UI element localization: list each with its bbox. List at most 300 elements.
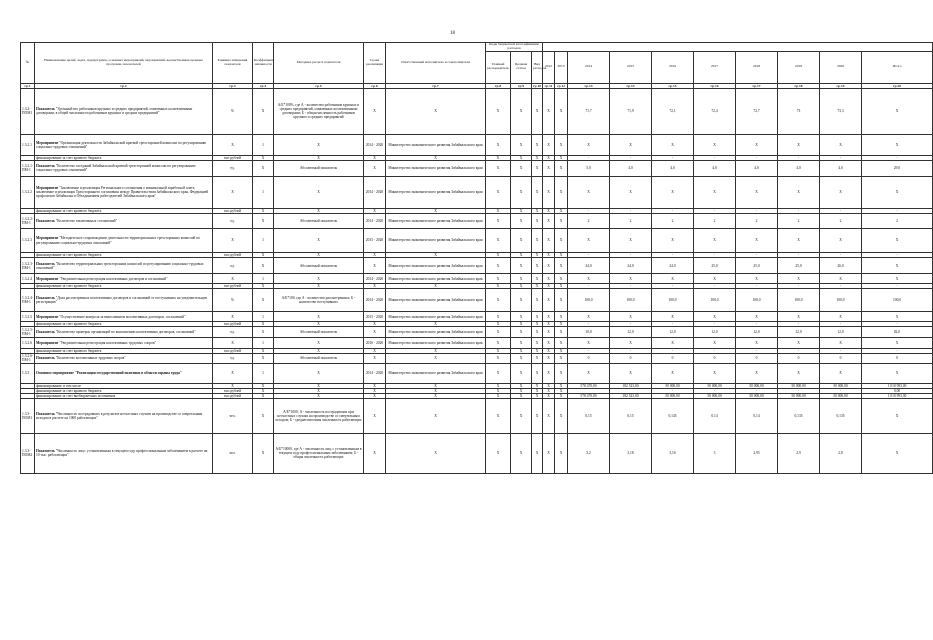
row-value-2014: X — [568, 363, 610, 383]
row-method: X — [274, 312, 364, 322]
row-number: 1.3.3 — [21, 363, 35, 383]
table-row — [21, 214, 933, 229]
row-coefficient: 1 — [253, 338, 274, 349]
row-method: X — [274, 134, 364, 155]
row-executor: Министерство экономического развития Забайкальского края — [386, 338, 486, 349]
row-value-2013: X — [555, 229, 568, 253]
row-value-2017: 50 000,00 — [694, 383, 736, 388]
row-value-2014: X — [568, 312, 610, 322]
row-code-article: X — [511, 338, 532, 349]
row-coefficient: X — [253, 208, 274, 213]
row-method: X — [274, 363, 364, 383]
row-value-2014: - — [568, 155, 610, 160]
row-code-type: X — [532, 214, 543, 229]
row-value-2012: X — [543, 363, 555, 383]
row-name: Показатель "Количество территориальных трехсторонних комиссий по регулированию социально-трудовых отношений" — [35, 258, 213, 274]
row-value-2017: 50 000,00 — [694, 393, 736, 398]
row-code-article: X — [511, 322, 532, 327]
row-number: 1.3.2.3 — [21, 229, 35, 253]
row-value-2013: X — [555, 88, 568, 134]
row-code-type: X — [532, 398, 543, 433]
row-unit: тыс.рублей — [213, 349, 253, 354]
row-value-2016: X — [652, 274, 694, 284]
row-coefficient: 1 — [253, 312, 274, 322]
row-value-2018: 12,0 — [736, 327, 778, 338]
column-number: гр.11 — [543, 83, 555, 88]
row-value-total: 1 010 993,00 — [862, 383, 933, 388]
row-coefficient: X — [253, 383, 274, 388]
row-value-2014: 0,15 — [568, 398, 610, 433]
row-number: 1.3.2.2 — [21, 176, 35, 208]
row-value-2015: 3,18 — [610, 433, 652, 473]
row-unit: тыс.рублей — [213, 208, 253, 213]
row-term: 2015 - 2020 — [364, 312, 386, 322]
row-method: X — [274, 349, 364, 354]
row-value-2017: 0 — [694, 354, 736, 363]
row-value-2013: X — [555, 289, 568, 312]
row-value-2018: X — [736, 338, 778, 349]
column-number: гр.3 — [213, 83, 253, 88]
row-value-2019: 50 000,00 — [778, 393, 820, 398]
row-name: финансирование за счет краевого бюджета — [35, 388, 213, 393]
row-name: Мероприятие "Уведомительная регистрация коллективных договоров и соглашений" — [35, 274, 213, 284]
row-name: Мероприятие "Методическое сопровождение деятельности территориальных трехсторонних комиссий по регулированию социально-трудовых отношений" — [35, 229, 213, 253]
row-value-2012: X — [543, 327, 555, 338]
row-value-2017: X — [694, 274, 736, 284]
row-code-type: X — [532, 208, 543, 213]
row-unit: тыс.рублей — [213, 388, 253, 393]
row-code-type: X — [532, 160, 543, 176]
row-value-2012: X — [543, 338, 555, 349]
row-value-2017: - — [694, 322, 736, 327]
row-code-grbs: X — [486, 383, 511, 388]
row-value-2018: 50 000,00 — [736, 383, 778, 388]
table-row — [21, 433, 933, 473]
table-row — [21, 229, 933, 253]
row-value-2019: - — [778, 349, 820, 354]
row-value-2014: X — [568, 134, 610, 155]
row-code-grbs: X — [486, 388, 511, 393]
row-value-total: - — [862, 155, 933, 160]
row-code-grbs: X — [486, 134, 511, 155]
row-value-2015: - — [610, 322, 652, 327]
row-code-article: X — [511, 383, 532, 388]
row-name: Мероприятие "Уведомительная регистрация коллективных трудовых споров" — [35, 338, 213, 349]
row-name: финансирование за счет краевого бюджета — [35, 208, 213, 213]
column-number: гр.14 — [610, 83, 652, 88]
row-value-2018: 4,0 — [736, 160, 778, 176]
row-value-2013: X — [555, 327, 568, 338]
row-value-2016: X — [652, 229, 694, 253]
row-value-2015: - — [610, 284, 652, 289]
row-code-type: X — [532, 322, 543, 327]
row-value-total: X — [862, 176, 933, 208]
row-value-2019: - — [778, 284, 820, 289]
row-value-2019: X — [778, 176, 820, 208]
row-code-article: X — [511, 274, 532, 284]
row-term: 2016 - 2020 — [364, 338, 386, 349]
row-executor: Министерство экономического развития Забайкальского края — [386, 176, 486, 208]
row-value-2013: X — [555, 214, 568, 229]
row-value-2012: X — [543, 274, 555, 284]
header-year: 2014 — [568, 51, 610, 83]
row-value-total: 100,0 — [862, 289, 933, 312]
row-value-2016: X — [652, 338, 694, 349]
row-number: 1.3.2.6-ПМ-1 — [22, 354, 34, 363]
row-method: X — [274, 229, 364, 253]
row-term: X — [364, 88, 386, 134]
row-value-2016: 50 000,00 — [652, 393, 694, 398]
row-name: Показатель "Количество проверок организаций по выполнению коллективных договоров, соглашений" — [35, 327, 213, 338]
row-term: X — [364, 160, 386, 176]
row-value-total: - — [862, 208, 933, 213]
row-value-2015: 24,0 — [610, 258, 652, 274]
row-name: финансирование за счет краевого бюджета — [35, 253, 213, 258]
row-value-2020: 12,0 — [820, 327, 862, 338]
row-unit: X — [213, 229, 253, 253]
row-coefficient: X — [253, 289, 274, 312]
row-term: X — [364, 433, 386, 473]
row-value-2013: X — [555, 393, 568, 398]
column-number: гр.8 — [486, 83, 511, 88]
row-code-grbs: X — [486, 208, 511, 213]
row-value-2017: - — [694, 388, 736, 393]
row-code-grbs: X — [486, 322, 511, 327]
row-code-article: X — [511, 433, 532, 473]
row-value-2013: X — [555, 284, 568, 289]
row-code-grbs: X — [486, 258, 511, 274]
row-code-article: X — [511, 134, 532, 155]
row-value-2012: X — [543, 253, 555, 258]
row-value-2013: X — [555, 363, 568, 383]
row-value-2019: - — [778, 208, 820, 213]
row-value-2013: X — [555, 253, 568, 258]
row-value-2020: 73,3 — [820, 88, 862, 134]
row-value-2018: - — [736, 155, 778, 160]
row-value-total: X — [862, 398, 933, 433]
row-method: X — [274, 155, 364, 160]
table-row — [21, 338, 933, 349]
row-value-2016: 3,16 — [652, 433, 694, 473]
column-number: гр.2 — [35, 83, 213, 88]
row-term: 2014 - 2020 — [364, 176, 386, 208]
row-number: 1.3.3-ПОМ1 — [21, 398, 35, 433]
row-value-2015: X — [610, 338, 652, 349]
row-value-2015: 2 — [610, 214, 652, 229]
row-code-grbs: X — [486, 433, 511, 473]
row-value-2020: - — [820, 155, 862, 160]
row-value-2015: 4,0 — [610, 160, 652, 176]
row-value-2019: 0 — [778, 354, 820, 363]
table-row — [21, 258, 933, 274]
row-method: X — [274, 322, 364, 327]
row-value-2012: X — [543, 284, 555, 289]
row-term: 2014 - 2020 — [364, 274, 386, 284]
row-executor: X — [386, 383, 486, 388]
row-executor: X — [386, 253, 486, 258]
row-executor: Министерство экономического развития Забайкальского края — [386, 134, 486, 155]
row-term: X — [364, 258, 386, 274]
row-value-2018: 0,14 — [736, 398, 778, 433]
row-value-2017: X — [694, 229, 736, 253]
row-term: X — [364, 383, 386, 388]
row-value-2019: 100,0 — [778, 289, 820, 312]
row-value-2020: - — [820, 322, 862, 327]
row-name: Показатель "Количество коллективных трудовых споров" — [35, 354, 213, 363]
row-value-2019: 12,0 — [778, 327, 820, 338]
row-executor: X — [386, 284, 486, 289]
row-value-2015: - — [610, 208, 652, 213]
row-method: Абсолютный показатель — [274, 354, 364, 363]
row-code-grbs: X — [486, 229, 511, 253]
row-value-total: 0,00 — [862, 388, 933, 393]
row-value-2014: 2 — [568, 214, 610, 229]
row-method: Абсолютный показатель — [274, 160, 364, 176]
row-value-2015: 71,9 — [610, 88, 652, 134]
row-value-2018: - — [736, 284, 778, 289]
row-executor: X — [386, 398, 486, 433]
row-unit: X — [213, 312, 253, 322]
row-value-2013: X — [555, 274, 568, 284]
row-value-total: X — [862, 134, 933, 155]
column-number: гр.18 — [778, 83, 820, 88]
row-term: X — [364, 393, 386, 398]
row-value-2017: - — [694, 284, 736, 289]
row-coefficient: X — [253, 393, 274, 398]
row-code-article: X — [511, 388, 532, 393]
row-executor: X — [386, 393, 486, 398]
row-value-total: X — [862, 229, 933, 253]
row-executor: X — [386, 322, 486, 327]
row-code-type: X — [532, 134, 543, 155]
row-value-2020: 0,135 — [820, 398, 862, 433]
row-value-2013: X — [555, 388, 568, 393]
row-value-2017: 12,0 — [694, 327, 736, 338]
column-number: гр.4 — [253, 83, 274, 88]
row-value-2014: 3,2 — [568, 433, 610, 473]
row-method: Абсолютный показатель — [274, 214, 364, 229]
row-code-article: X — [511, 160, 532, 176]
table-row — [21, 363, 933, 383]
row-value-2017: - — [694, 349, 736, 354]
row-unit: ед. — [213, 327, 253, 338]
row-coefficient: X — [253, 349, 274, 354]
row-value-total: X — [862, 258, 933, 274]
row-code-grbs: X — [486, 363, 511, 383]
row-value-2020: X — [820, 229, 862, 253]
row-term: X — [364, 388, 386, 393]
row-value-2013: X — [555, 155, 568, 160]
row-unit: X — [213, 274, 253, 284]
column-number: гр.6 — [364, 83, 386, 88]
table-row — [21, 88, 933, 134]
row-value-2015: - — [610, 349, 652, 354]
row-coefficient: X — [253, 322, 274, 327]
row-code-type: X — [532, 88, 543, 134]
row-coefficient: X — [253, 354, 274, 363]
row-value-2019: - — [778, 155, 820, 160]
row-value-2014: X — [568, 229, 610, 253]
row-term: 2014 - 2020 — [364, 214, 386, 229]
row-value-2014: 578 470,00 — [568, 393, 610, 398]
row-value-2013: X — [555, 398, 568, 433]
row-number: 1.3.2.5-ПМ-1 — [22, 328, 34, 337]
row-value-2017: - — [694, 208, 736, 213]
header-coef: Коэффициент значимости — [253, 43, 274, 84]
row-executor: Министерство экономического развития Забайкальского края — [386, 289, 486, 312]
row-value-2016: 50 000,00 — [652, 383, 694, 388]
row-code-grbs: X — [486, 160, 511, 176]
row-value-2012: X — [543, 433, 555, 473]
header-year: 2012 — [543, 51, 555, 83]
row-coefficient: X — [253, 214, 274, 229]
row-executor: X — [386, 155, 486, 160]
row-value-2020: X — [820, 338, 862, 349]
header-term: Сроки реализации — [364, 43, 386, 84]
row-value-2018: - — [736, 253, 778, 258]
row-value-2012: X — [543, 354, 555, 363]
row-value-2016: 0,145 — [652, 398, 694, 433]
row-term: X — [364, 155, 386, 160]
row-code-article: X — [511, 253, 532, 258]
row-code-article: X — [511, 258, 532, 274]
row-code-grbs: X — [486, 327, 511, 338]
row-value-2015: 12,0 — [610, 327, 652, 338]
row-code-type: X — [532, 354, 543, 363]
row-code-article: X — [511, 284, 532, 289]
row-code-type: X — [532, 383, 543, 388]
row-code-type: X — [532, 327, 543, 338]
row-code-grbs: X — [486, 338, 511, 349]
row-number: 1.3.2.6 — [21, 338, 35, 349]
row-value-2016: X — [652, 312, 694, 322]
row-method: А/Б*100%, где А - количество работников крупных и средних предприятий, охваченных коллективными договорами; Б - общая численность работников крупных и средних предприятий — [274, 88, 364, 134]
row-value-2012: X — [543, 393, 555, 398]
row-method: X — [274, 338, 364, 349]
row-value-2015: 100,0 — [610, 289, 652, 312]
row-value-2016: - — [652, 349, 694, 354]
row-term: X — [364, 349, 386, 354]
row-value-2016: - — [652, 388, 694, 393]
row-coefficient: X — [253, 327, 274, 338]
row-value-2013: X — [555, 208, 568, 213]
row-value-2016: 24,0 — [652, 258, 694, 274]
column-number: гр.20 — [862, 83, 933, 88]
row-value-2020: - — [820, 208, 862, 213]
row-value-2020: 50 000,00 — [820, 393, 862, 398]
row-name: финансирование за счет краевого бюджета — [35, 284, 213, 289]
row-method: Абсолютный показатель — [274, 327, 364, 338]
row-value-2019: X — [778, 312, 820, 322]
row-unit: X — [213, 176, 253, 208]
row-coefficient: X — [253, 160, 274, 176]
row-value-2016: - — [652, 284, 694, 289]
row-value-total: 82,0 — [862, 327, 933, 338]
row-number: 1.3.2.2-ПМ-1 — [21, 214, 35, 229]
column-number: гр.9 — [511, 83, 532, 88]
row-executor: X — [386, 354, 486, 363]
row-code-type: X — [532, 274, 543, 284]
header-year: 2013 — [555, 51, 568, 83]
row-executor: X — [386, 208, 486, 213]
row-method: X — [274, 253, 364, 258]
row-value-2015: 182 523,00 — [610, 393, 652, 398]
header-method: Методика расчета показателя — [274, 43, 364, 84]
row-executor: Министерство экономического развития Забайкальского края — [386, 327, 486, 338]
row-value-2012: X — [543, 155, 555, 160]
row-value-2013: X — [555, 312, 568, 322]
row-code-type: X — [532, 284, 543, 289]
row-code-type: X — [532, 155, 543, 160]
header-budget-codes: Коды бюджетной классификации расходов — [486, 43, 543, 52]
row-code-grbs: X — [486, 274, 511, 284]
row-value-2018: 0 — [736, 354, 778, 363]
program-indicators-table — [20, 42, 933, 474]
table-row — [21, 398, 933, 433]
row-value-2018: 2,95 — [736, 433, 778, 473]
row-coefficient: X — [253, 253, 274, 258]
row-code-type: X — [532, 349, 543, 354]
row-method: X — [274, 388, 364, 393]
row-value-2014: X — [568, 274, 610, 284]
row-value-2017: 0,14 — [694, 398, 736, 433]
row-code-grbs: X — [486, 253, 511, 258]
row-value-2012: X — [543, 214, 555, 229]
row-value-2018: X — [736, 176, 778, 208]
row-number: 1.3.2.1 — [21, 134, 35, 155]
row-value-2014: 71,7 — [568, 88, 610, 134]
header-expense-type: Вид расходов — [532, 51, 543, 83]
row-code-grbs: X — [486, 284, 511, 289]
row-value-total: - — [862, 322, 933, 327]
row-value-total: X — [862, 338, 933, 349]
row-code-article: X — [511, 176, 532, 208]
row-value-2019: 25,0 — [778, 258, 820, 274]
row-coefficient: 1 — [253, 229, 274, 253]
row-value-2019: X — [778, 338, 820, 349]
row-value-2020: X — [820, 134, 862, 155]
row-code-article: X — [511, 398, 532, 433]
row-value-total: 29,0 — [862, 160, 933, 176]
column-number: гр.7 — [386, 83, 486, 88]
row-value-2018: - — [736, 388, 778, 393]
header-years-blank — [543, 43, 933, 52]
row-value-2014: 24,0 — [568, 258, 610, 274]
row-code-article: X — [511, 289, 532, 312]
row-value-2018: X — [736, 274, 778, 284]
row-value-2017: X — [694, 134, 736, 155]
row-value-2020: 4,0 — [820, 160, 862, 176]
row-term: 2014 - 2020 — [364, 363, 386, 383]
row-value-2012: X — [543, 88, 555, 134]
row-term: 2014 - 2020 — [364, 289, 386, 312]
table-row — [21, 176, 933, 208]
row-value-total: X — [862, 88, 933, 134]
row-executor: Министерство экономического развития Забайкальского края — [386, 258, 486, 274]
row-value-total: X — [862, 363, 933, 383]
row-code-type: X — [532, 312, 543, 322]
row-unit: X — [213, 338, 253, 349]
header-year: 2016 — [652, 51, 694, 83]
row-value-2015: X — [610, 176, 652, 208]
row-number: 1.3.2.1-ПМ-1 — [21, 160, 35, 176]
row-value-2018: 72,7 — [736, 88, 778, 134]
row-value-total: 0 — [862, 354, 933, 363]
row-code-type: X — [532, 253, 543, 258]
row-value-2015: X — [610, 229, 652, 253]
row-method: Абсолютный показатель — [274, 258, 364, 274]
column-number: гр.17 — [736, 83, 778, 88]
